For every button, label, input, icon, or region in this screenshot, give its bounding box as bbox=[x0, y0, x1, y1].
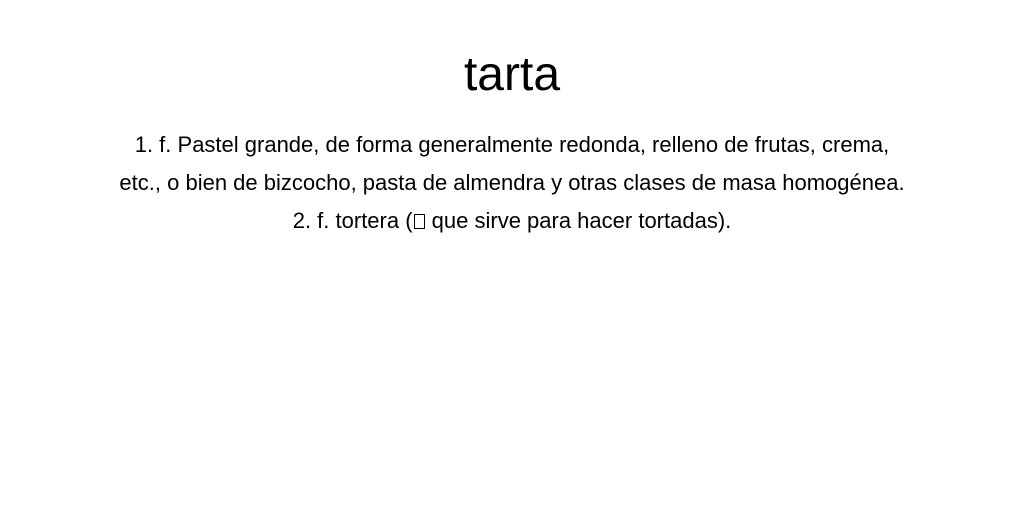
definition-2-prefix: 2. f. tortera ( bbox=[292, 208, 413, 233]
headword: tarta bbox=[463, 48, 561, 101]
definitions-block bbox=[40, 126, 984, 240]
definition-1-line-2: etc., o bien de bizcocho, pasta de almendra y otras clases de masa homogénea. bbox=[119, 170, 905, 195]
definition-2 bbox=[40, 202, 984, 240]
missing-glyph-box-icon bbox=[414, 214, 425, 229]
definition-2-suffix: que sirve para hacer tortadas). bbox=[425, 208, 732, 233]
definition-1-line-1: 1. f. Pastel grande, de forma generalmente redonda, relleno de frutas, crema, bbox=[134, 132, 890, 157]
